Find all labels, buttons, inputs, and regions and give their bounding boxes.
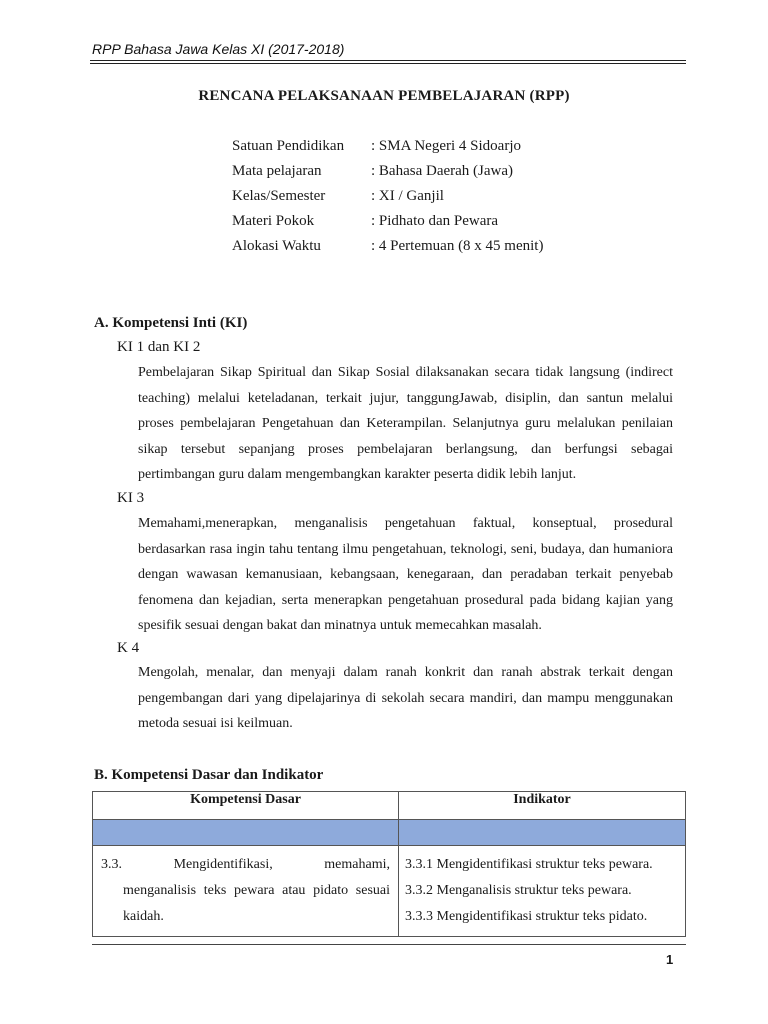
info-value: : Pidhato dan Pewara: [371, 213, 499, 229]
kd-cell: [93, 846, 399, 937]
page-number: 1: [666, 952, 674, 967]
header-rule: [90, 60, 686, 61]
info-label: Satuan Pendidikan: [232, 138, 345, 154]
info-label: Materi Pokok: [232, 213, 315, 229]
indicator-item: 3.3.3 Mengidentifikasi struktur teks pidato.: [405, 909, 648, 924]
info-value: : 4 Pertemuan (8 x 45 menit): [371, 238, 544, 254]
kd-word: Mengidentifikasi,: [173, 857, 273, 872]
document-title: RENCANA PELAKSANAAN PEMBELAJARAN (RPP): [198, 88, 570, 104]
table-header-row: [93, 792, 686, 820]
info-label: Mata pelajaran: [232, 163, 322, 179]
indicator-cell: [399, 846, 686, 937]
section-a-heading: A. Kompetensi Inti (KI): [94, 315, 248, 331]
info-label: Kelas/Semester: [232, 188, 326, 204]
info-value: : XI / Ganjil: [371, 188, 444, 204]
column-header-indikator: Indikator: [399, 792, 686, 820]
kd-word: memahami,: [324, 857, 390, 872]
header-rule-double: [90, 63, 686, 64]
shaded-cell: [93, 820, 399, 846]
kd-indicator-table: [92, 791, 686, 937]
info-label: Alokasi Waktu: [232, 238, 321, 254]
indicator-item: 3.3.1 Mengidentifikasi struktur teks pewara.: [405, 857, 653, 872]
kd-number: 3.3.: [101, 857, 122, 872]
kd-text: menganalisis teks pewara atau pidato sesuai kaidah.: [123, 883, 390, 924]
shaded-cell: [399, 820, 686, 846]
info-value: : Bahasa Daerah (Jawa): [371, 163, 514, 179]
section-b-heading: B. Kompetensi Dasar dan Indikator: [94, 767, 324, 783]
footer-rule: [92, 944, 686, 945]
ki12-label: KI 1 dan KI 2: [117, 339, 201, 355]
running-header: RPP Bahasa Jawa Kelas XI (2017-2018): [92, 41, 345, 57]
ki4-paragraph: Mengolah, menalar, dan menyaji dalam ranah konkrit dan ranah abstrak terkait dengan pengembangan dari yang dipelajarinya di sekolah secara mandiri, dan mampu menggunakan metoda sesuai isi keilmuan.: [138, 665, 673, 731]
table-row: [93, 846, 686, 937]
ki4-label: K 4: [117, 640, 140, 656]
indicator-item: 3.3.2 Menganalisis struktur teks pewara.: [405, 883, 632, 898]
ki12-paragraph: Pembelajaran Sikap Spiritual dan Sikap Sosial dilaksanakan secara tidak langsung (indirect teaching) melalui keteladanan, terkait jujur, tanggungJawab, disiplin, dan santun melalui proses pembelajaran Pengetahuan dan Keterampilan. Selanjutnya guru melalukan penilaian sikap tersebut sepanjang proses pembelajaran berlangsung, dan berfungsi sebagai pertimbangan guru dalam mengembangkan karakter peserta didik lebih lanjut.: [138, 365, 673, 482]
ki3-label: KI 3: [117, 490, 145, 506]
column-header-kd: Kompetensi Dasar: [93, 792, 399, 820]
info-value: : SMA Negeri 4 Sidoarjo: [371, 138, 521, 154]
ki3-paragraph: Memahami,menerapkan, menganalisis pengetahuan faktual, konseptual, prosedural berdasarkan rasa ingin tahu tentang ilmu pengetahuan, teknologi, seni, budaya, dan humaniora dengan wawasan kemanusiaan, kebangsaan, kenegaraan, dan peradaban terkait penyebab fenomena dan kejadian, serta menerapkan pengetahuan prosedural pada bidang kajian yang spesifik sesuai dengan bakat dan minatnya untuk memecahkan masalah.: [138, 516, 673, 633]
table-shaded-row: [93, 820, 686, 846]
